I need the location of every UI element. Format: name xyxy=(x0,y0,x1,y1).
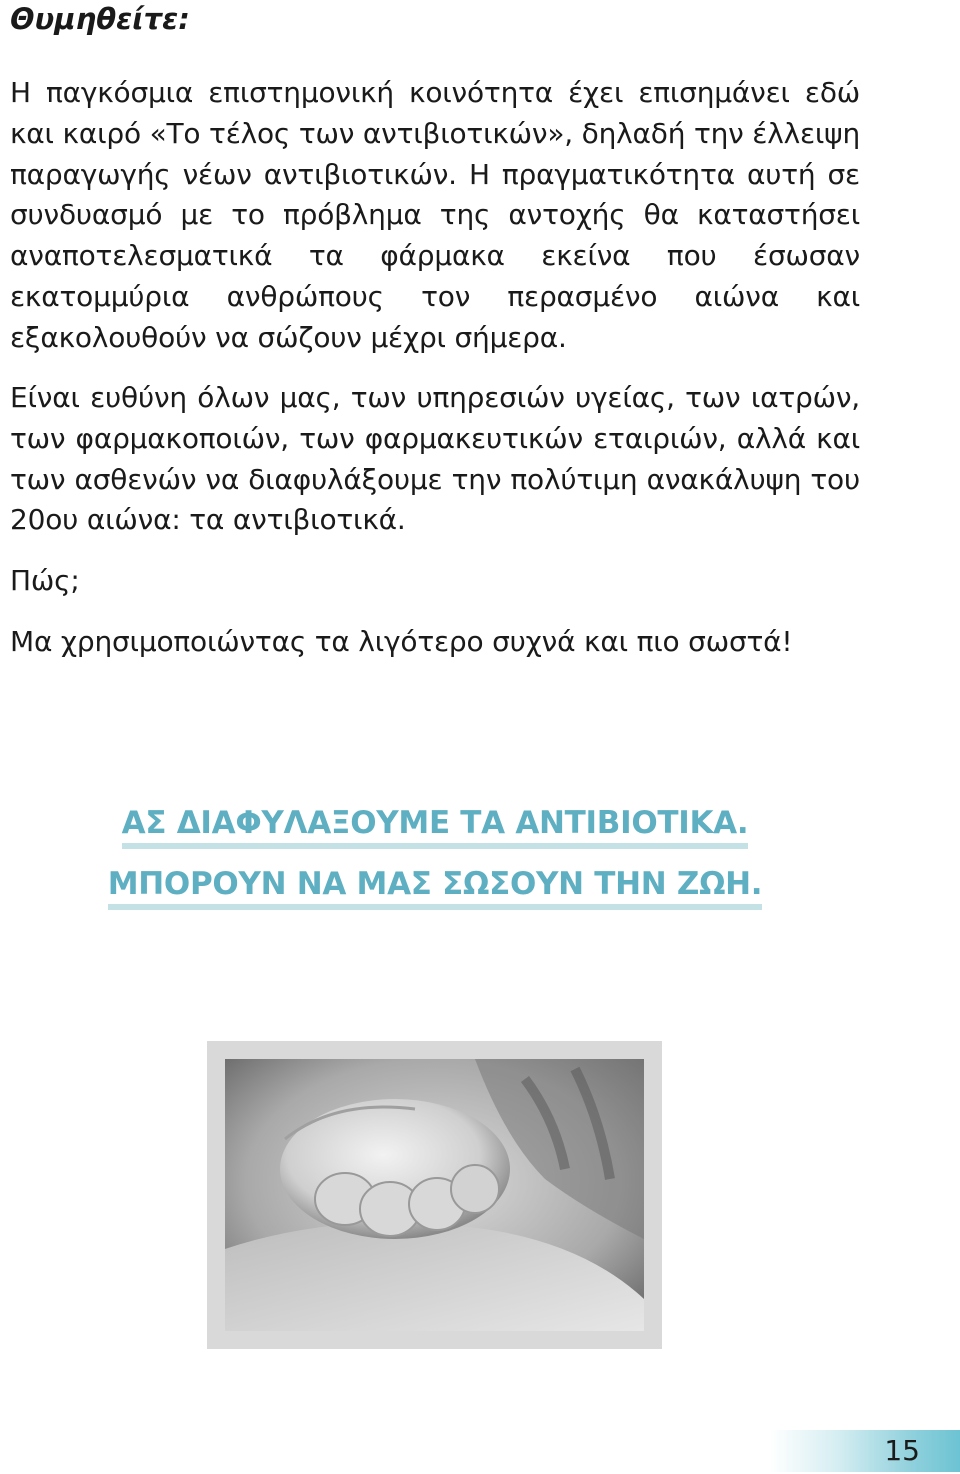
paragraph-responsibility: Είναι ευθύνη όλων μας, των υπηρεσιών υγείας, των ιατρών, των φαρμακοποιών, των φαρμακευτικών εταιριών, αλλά και των ασθενών να διαφυλάξουμε την πολύτιμη ανακάλυψη του 20ου αιώνα: τα αντιβιοτικά. xyxy=(10,381,860,537)
slogan-line-2-text: ΜΠΟΡΟΥΝ ΝΑ ΜΑΣ ΣΩΣΟΥΝ ΤΗΝ ΖΩΗ. xyxy=(108,866,763,910)
paragraph-end-of-antibiotics: Η παγκόσμια επιστημονική κοινότητα έχει επισημάνει εδώ και καιρό «Το τέλος των αντιβιοτικών», δηλαδή την έλλειψη παραγωγής νέων αντιβιοτικών. Η πραγματικότητα αυτή σε συνδυασμό με το πρόβλημα της αντοχής θα καταστήσει αναποτελεσματικά τα φάρμακα εκείνα που έσωσαν εκατομμύρια ανθρώπους τον περασμένο αιώνα και εξακολουθούν να σώζουν μέχρι σήμερα. xyxy=(10,76,860,354)
slogan-line-1-text: ΑΣ ΔΙΑΦΥΛΑΞΟΥΜΕ ΤΑ ΑΝΤΙΒΙΟΤΙΚΑ. xyxy=(122,805,749,849)
page-number-bar xyxy=(770,1430,960,1472)
photo-frame xyxy=(207,1041,662,1349)
page-number: 15 xyxy=(884,1434,920,1467)
paragraph-question: Πώς; xyxy=(10,564,80,597)
page-heading: Θυμηθείτε: xyxy=(10,2,190,36)
slogan-line-2 xyxy=(0,866,870,910)
slogan-line-1 xyxy=(0,805,870,849)
baby-hand-photo xyxy=(225,1059,644,1331)
baby-hand-photo-icon xyxy=(225,1059,644,1331)
paragraph-answer: Μα χρησιμοποιώντας τα λιγότερο συχνά και πιο σωστά! xyxy=(10,625,793,658)
